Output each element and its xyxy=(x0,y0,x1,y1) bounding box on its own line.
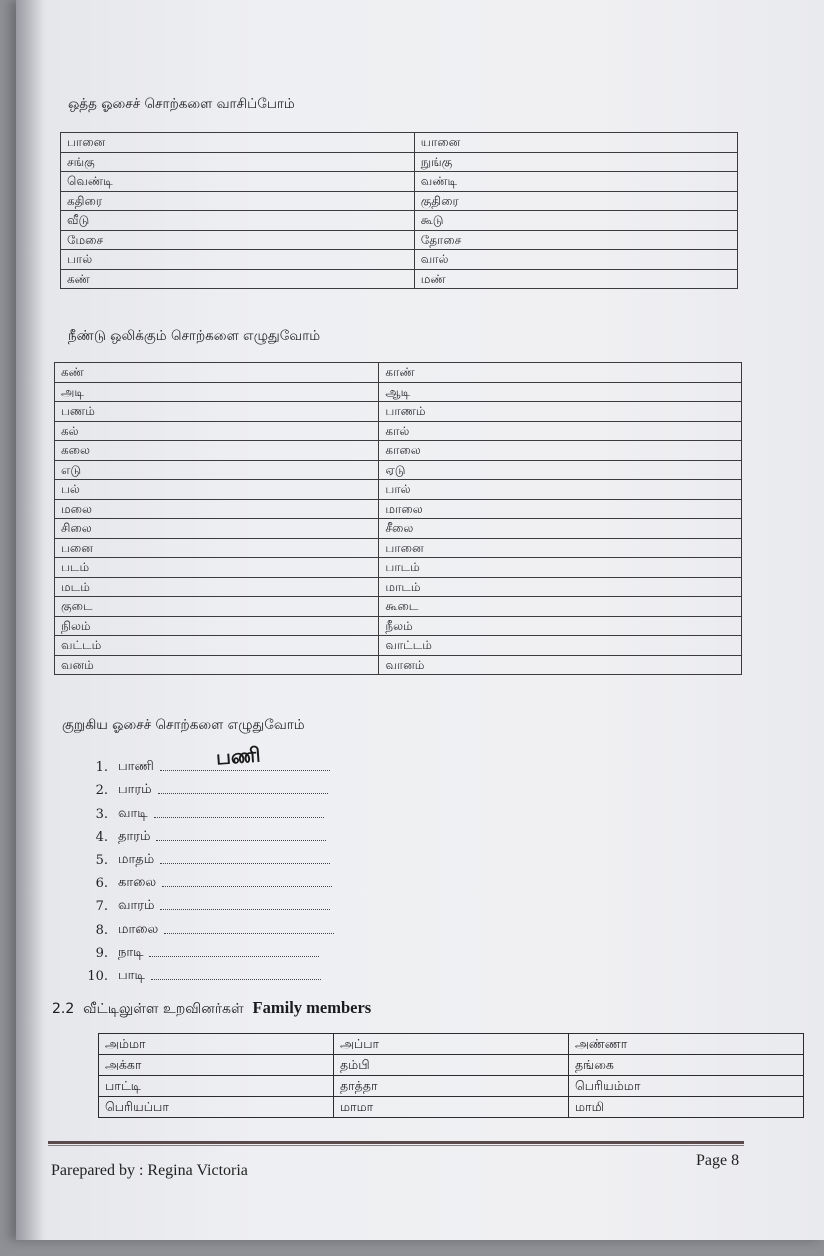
table-row xyxy=(55,655,742,675)
answer-blank[interactable] xyxy=(151,978,321,980)
item-word: மாதம் xyxy=(118,851,155,867)
long-sound-words-table xyxy=(54,362,742,675)
item-word: நாடி xyxy=(118,944,144,960)
table-cell: வண்டி xyxy=(414,172,737,192)
table-row xyxy=(61,269,738,289)
table-cell: மலை xyxy=(55,499,379,519)
table-cell: பல் xyxy=(55,480,379,500)
item-word: பாணி xyxy=(118,759,154,775)
table-cell: மேசை xyxy=(61,230,415,250)
table-cell: பெரியம்மா xyxy=(569,1076,804,1097)
table-cell: மாலை xyxy=(379,499,742,519)
answer-blank[interactable] xyxy=(149,955,319,957)
table-cell: பாட்டி xyxy=(99,1076,334,1097)
section1-title: ஒத்த ஓசைச் சொற்களை வாசிப்போம் xyxy=(68,96,295,112)
table-cell: சங்கு xyxy=(61,152,415,172)
table-cell: நீலம் xyxy=(379,616,742,636)
table-cell: பெரியப்பா xyxy=(99,1097,334,1118)
table-cell: பாடம் xyxy=(379,558,742,578)
table-row xyxy=(55,519,742,539)
table-cell: பணம் xyxy=(55,402,379,422)
table-cell: வட்டம் xyxy=(55,636,379,656)
answer-blank[interactable] xyxy=(160,862,330,864)
table-cell: மண் xyxy=(414,269,737,289)
table-cell: கல் xyxy=(55,421,379,441)
table-cell: கூடு xyxy=(414,211,737,231)
table-row xyxy=(55,402,742,422)
table-cell: பால் xyxy=(61,250,415,270)
table-cell: ஏடு xyxy=(379,460,742,480)
table-cell: அண்ணா xyxy=(569,1034,804,1055)
answer-blank[interactable] xyxy=(162,885,332,887)
item-word: காலை xyxy=(118,875,157,891)
item-number: 6. xyxy=(95,876,108,892)
table-cell: சீலை xyxy=(379,519,742,539)
prepared-by: Parepared by : Regina Victoria xyxy=(51,1162,248,1179)
family-row xyxy=(99,1076,804,1097)
table-cell: படம் xyxy=(55,558,379,578)
table-cell: பால் xyxy=(379,480,742,500)
item-word: பாடி xyxy=(118,967,145,983)
footer-divider xyxy=(48,1141,744,1144)
list-item xyxy=(80,914,334,937)
table-cell: பானை xyxy=(379,538,742,558)
table-cell: வீடு xyxy=(61,211,415,231)
handwritten-answer: பணி xyxy=(215,742,262,770)
page-number: Page 8 xyxy=(696,1152,740,1169)
item-number: 8. xyxy=(95,922,108,938)
similar-sound-words-table xyxy=(60,132,738,289)
item-word: தாரம் xyxy=(118,828,151,844)
table-cell: மாடம் xyxy=(379,577,742,597)
table-cell: குடை xyxy=(55,597,379,617)
table-cell: தாத்தா xyxy=(334,1076,569,1097)
table-cell: அக்கா xyxy=(99,1055,334,1076)
table-row xyxy=(55,558,742,578)
short-sound-words-list xyxy=(80,752,334,984)
family-row xyxy=(99,1055,804,1076)
item-word: பாரம் xyxy=(118,782,152,798)
item-word: வாடி xyxy=(118,805,148,821)
table-row xyxy=(55,460,742,480)
table-cell: வெண்டி xyxy=(61,172,415,192)
family-section-heading xyxy=(52,998,371,1019)
list-item xyxy=(80,752,334,775)
list-item xyxy=(80,775,334,798)
section-number: 2.2 xyxy=(52,1001,75,1017)
table-cell: கண் xyxy=(61,269,415,289)
family-title-tamil: வீட்டிலுள்ள உறவினர்கள் xyxy=(83,1001,244,1017)
table-row xyxy=(55,616,742,636)
list-item xyxy=(80,868,334,891)
answer-blank[interactable] xyxy=(164,932,334,934)
table-cell: காண் xyxy=(379,363,742,383)
table-cell: பாணம் xyxy=(379,402,742,422)
table-cell: அப்பா xyxy=(334,1034,569,1055)
item-number: 3. xyxy=(95,806,108,822)
item-number: 2. xyxy=(95,783,108,799)
table-row xyxy=(55,480,742,500)
section3-title: குறுகிய ஓசைச் சொற்களை எழுதுவோம் xyxy=(62,717,305,733)
table-row xyxy=(55,363,742,383)
list-item xyxy=(80,891,334,914)
table-row xyxy=(55,577,742,597)
item-word: வாரம் xyxy=(118,898,155,914)
table-cell: வாட்டம் xyxy=(379,636,742,656)
item-number: 1. xyxy=(95,760,108,776)
table-row xyxy=(55,538,742,558)
table-row xyxy=(61,230,738,250)
table-row xyxy=(55,499,742,519)
list-item xyxy=(80,938,334,961)
table-cell: வனம் xyxy=(55,655,379,675)
table-cell: யானை xyxy=(414,133,737,153)
item-number: 4. xyxy=(95,829,108,845)
list-item xyxy=(80,822,334,845)
table-cell: காலை xyxy=(379,441,742,461)
table-cell: குதிரை xyxy=(414,191,737,211)
table-cell: பானை xyxy=(61,133,415,153)
table-cell: வானம் xyxy=(379,655,742,675)
table-row xyxy=(55,421,742,441)
family-members-table xyxy=(98,1033,804,1118)
table-cell: தோசை xyxy=(414,230,737,250)
table-cell: எடு xyxy=(55,460,379,480)
table-cell: மாமி xyxy=(569,1097,804,1118)
table-cell: ஆடி xyxy=(379,382,742,402)
table-row xyxy=(61,191,738,211)
item-number: 7. xyxy=(95,899,108,915)
answer-blank[interactable] xyxy=(156,839,326,841)
family-title-english: Family members xyxy=(252,998,372,1017)
list-item xyxy=(80,798,334,821)
table-cell: கண் xyxy=(55,363,379,383)
table-cell: கலை xyxy=(55,441,379,461)
table-cell: பனை xyxy=(55,538,379,558)
table-cell: வால் xyxy=(414,250,737,270)
table-cell: கதிரை xyxy=(61,191,415,211)
family-row xyxy=(99,1097,804,1118)
item-number: 5. xyxy=(95,852,108,868)
section2-title: நீண்டு ஒலிக்கும் சொற்களை எழுதுவோம் xyxy=(68,328,321,344)
answer-blank[interactable] xyxy=(154,816,324,818)
answer-blank[interactable] xyxy=(160,908,330,910)
table-cell: அடி xyxy=(55,382,379,402)
table-row xyxy=(61,172,738,192)
table-cell: அம்மா xyxy=(99,1034,334,1055)
list-item xyxy=(80,845,334,868)
table-row xyxy=(61,211,738,231)
table-row xyxy=(61,133,738,153)
table-cell: நிலம் xyxy=(55,616,379,636)
answer-blank[interactable] xyxy=(158,792,328,794)
table-row xyxy=(61,250,738,270)
table-cell: கால் xyxy=(379,421,742,441)
page-edge-shadow xyxy=(16,0,44,1240)
table-cell: சிலை xyxy=(55,519,379,539)
table-cell: மாமா xyxy=(334,1097,569,1118)
table-cell: மடம் xyxy=(55,577,379,597)
table-row xyxy=(55,636,742,656)
list-item xyxy=(80,961,334,984)
table-row xyxy=(55,441,742,461)
family-row xyxy=(99,1034,804,1055)
table-row xyxy=(55,597,742,617)
table-row xyxy=(61,152,738,172)
item-number: 10. xyxy=(87,968,108,984)
table-row xyxy=(55,382,742,402)
table-cell: நுங்கு xyxy=(414,152,737,172)
item-number: 9. xyxy=(95,945,108,961)
table-cell: தங்கை xyxy=(569,1055,804,1076)
item-word: மாலை xyxy=(118,921,159,937)
table-cell: கூடை xyxy=(379,597,742,617)
footer-divider-thin xyxy=(48,1145,744,1146)
table-cell: தம்பி xyxy=(334,1055,569,1076)
